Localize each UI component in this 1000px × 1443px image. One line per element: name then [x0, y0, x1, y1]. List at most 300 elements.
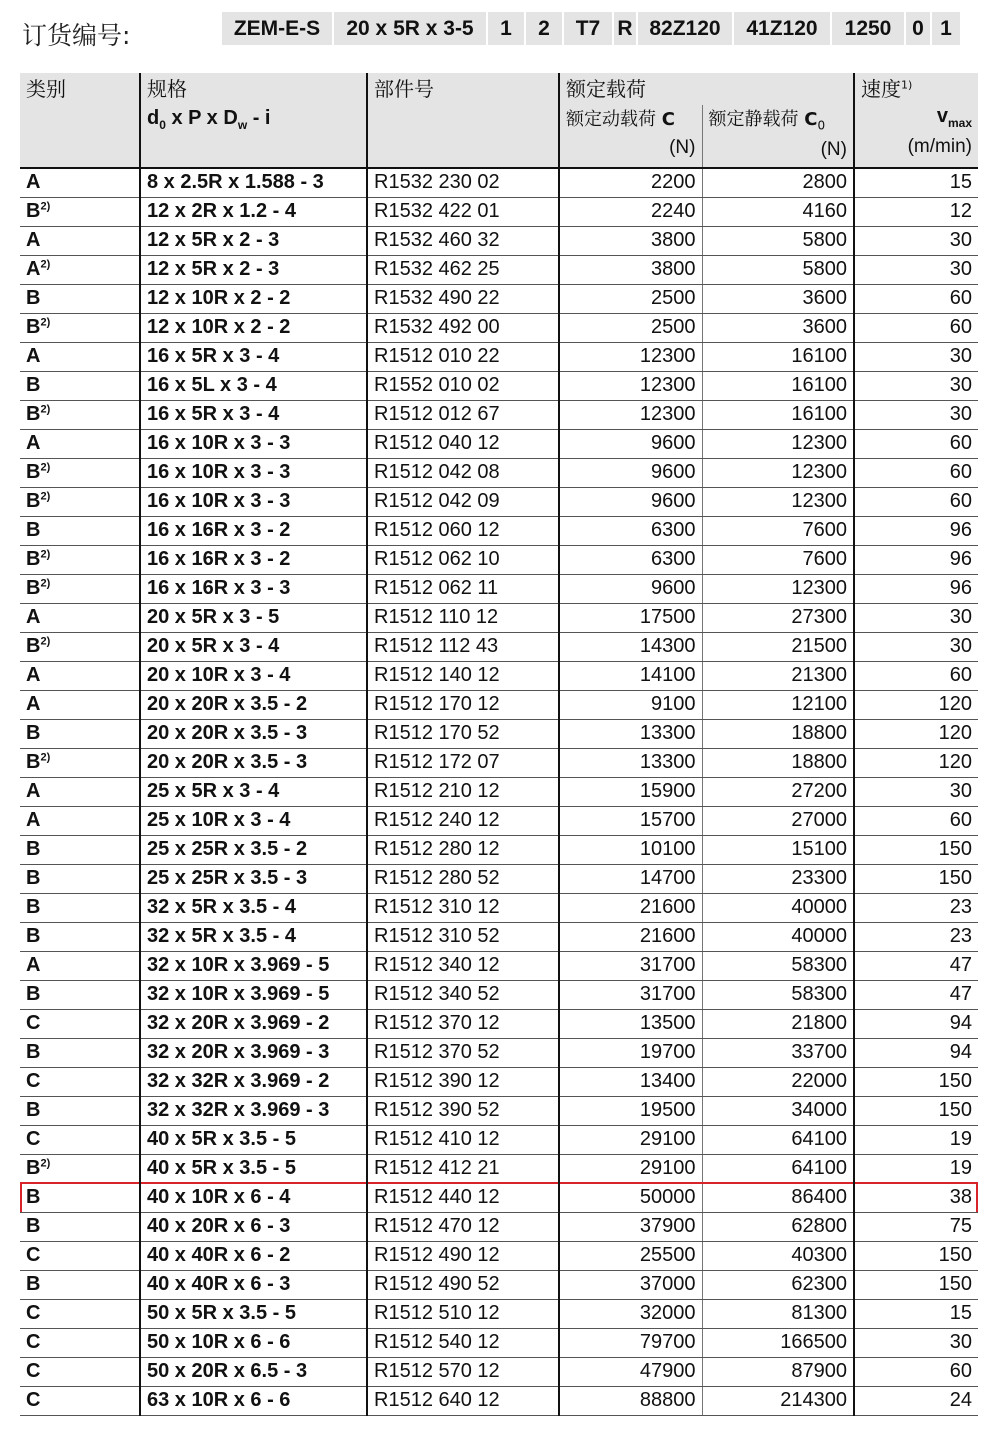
table-row — [20, 574, 978, 603]
spec-cell: 25 x 25R x 3.5 - 3 — [140, 864, 367, 893]
vmax-cell: 30 — [854, 400, 978, 429]
category-cell — [20, 458, 140, 487]
dynamic-load-cell: 9600 — [559, 458, 702, 487]
category-value: A — [26, 432, 41, 454]
vmax-cell: 23 — [854, 893, 978, 922]
vmax-cell: 60 — [854, 313, 978, 342]
dynamic-load-cell: 13500 — [559, 1009, 702, 1038]
dynamic-load-unit: (N) — [669, 137, 696, 158]
static-load-cell: 3600 — [702, 313, 854, 342]
table-row — [20, 719, 978, 748]
part-number-cell: R1512 340 52 — [367, 980, 559, 1009]
category-value: B — [26, 519, 41, 541]
spec-cell: 12 x 2R x 1.2 - 4 — [140, 197, 367, 226]
spec-cell: 16 x 16R x 3 - 2 — [140, 545, 367, 574]
column-header-spec — [140, 73, 367, 105]
spec-cell: 32 x 5R x 3.5 - 4 — [140, 893, 367, 922]
part-number-cell: R1512 240 12 — [367, 806, 559, 835]
part-number-cell: R1512 340 12 — [367, 951, 559, 980]
category-cell — [20, 371, 140, 400]
dynamic-load-cell: 25500 — [559, 1241, 702, 1270]
vmax-cell: 120 — [854, 690, 978, 719]
category-value: B — [26, 461, 41, 483]
category-value: B — [26, 490, 41, 512]
dynamic-load-cell: 13400 — [559, 1067, 702, 1096]
table-row — [20, 1386, 978, 1415]
dynamic-load-cell: 10100 — [559, 835, 702, 864]
category-cell — [20, 1357, 140, 1386]
category-value: B — [26, 896, 41, 918]
spec-cell: 25 x 10R x 3 - 4 — [140, 806, 367, 835]
speed-unit: (m/min) — [907, 136, 972, 157]
ball-screw-spec-table — [20, 73, 978, 1416]
dyn-symbol: C — [661, 109, 675, 130]
part-number-cell: R1512 510 12 — [367, 1299, 559, 1328]
category-value: B — [26, 838, 41, 860]
static-load-header — [702, 105, 854, 168]
spec-cell: 8 x 2.5R x 1.588 - 3 — [140, 168, 367, 197]
part-number-cell: R1532 462 25 — [367, 255, 559, 284]
order-code-end-b: 41Z120 — [734, 12, 830, 45]
category-cell — [20, 893, 140, 922]
part-number-cell: R1512 280 52 — [367, 864, 559, 893]
category-cell — [20, 1009, 140, 1038]
part-number-cell: R1512 060 12 — [367, 516, 559, 545]
dynamic-load-cell: 2240 — [559, 197, 702, 226]
static-load-cell: 15100 — [702, 835, 854, 864]
vmax-cell: 150 — [854, 835, 978, 864]
category-value: B — [26, 577, 41, 599]
order-code-option-2: 2 — [526, 12, 562, 45]
category-header-text: 类别 — [26, 77, 66, 101]
dynamic-load-cell: 2500 — [559, 313, 702, 342]
vmax-cell: 30 — [854, 255, 978, 284]
category-cell — [20, 806, 140, 835]
category-footnote: 2) — [40, 1157, 51, 1170]
static-load-cell: 12300 — [702, 487, 854, 516]
category-cell — [20, 516, 140, 545]
category-value: A — [26, 664, 41, 686]
formula-mid: x P x D — [165, 107, 238, 129]
dynamic-load-cell: 37900 — [559, 1212, 702, 1241]
part-number-cell: R1512 062 10 — [367, 545, 559, 574]
static-load-cell: 16100 — [702, 342, 854, 371]
spec-cell: 40 x 5R x 3.5 - 5 — [140, 1125, 367, 1154]
static-load-cell: 64100 — [702, 1154, 854, 1183]
static-load-cell: 33700 — [702, 1038, 854, 1067]
part-number-cell: R1512 412 21 — [367, 1154, 559, 1183]
static-load-cell: 12100 — [702, 690, 854, 719]
category-cell — [20, 342, 140, 371]
table-row — [20, 1096, 978, 1125]
category-cell — [20, 1328, 140, 1357]
spec-cell: 40 x 40R x 6 - 2 — [140, 1241, 367, 1270]
category-cell — [20, 1270, 140, 1299]
part-number-cell: R1512 490 52 — [367, 1270, 559, 1299]
load-header-text: 额定载荷 — [566, 77, 646, 101]
static-load-cell: 166500 — [702, 1328, 854, 1357]
category-footnote: 2) — [40, 200, 51, 213]
table-row — [20, 487, 978, 516]
table-row — [20, 922, 978, 951]
category-cell — [20, 661, 140, 690]
vmax-cell: 60 — [854, 458, 978, 487]
part-number-cell: R1512 172 07 — [367, 748, 559, 777]
table-row — [20, 1328, 978, 1357]
dynamic-load-cell: 29100 — [559, 1154, 702, 1183]
category-value: B — [26, 983, 41, 1005]
vmax-cell: 150 — [854, 864, 978, 893]
table-row — [20, 893, 978, 922]
category-cell — [20, 1067, 140, 1096]
static-load-cell: 3600 — [702, 284, 854, 313]
dynamic-load-cell: 19700 — [559, 1038, 702, 1067]
table-row-highlighted — [20, 1183, 978, 1212]
category-cell — [20, 1154, 140, 1183]
category-footnote: 2) — [40, 751, 51, 764]
dynamic-load-cell: 2500 — [559, 284, 702, 313]
order-number-label: 订货编号: — [22, 21, 131, 50]
part-number-cell: R1512 170 12 — [367, 690, 559, 719]
vmax-v: v — [936, 105, 948, 127]
table-row — [20, 951, 978, 980]
order-code-option-3: 0 — [906, 12, 930, 45]
vmax-cell: 30 — [854, 342, 978, 371]
table-row — [20, 690, 978, 719]
static-load-cell: 5800 — [702, 255, 854, 284]
order-code-list — [222, 12, 960, 45]
part-number-cell: R1512 042 09 — [367, 487, 559, 516]
spec-cell: 16 x 10R x 3 - 3 — [140, 429, 367, 458]
category-value: B — [26, 635, 41, 657]
static-load-cell: 87900 — [702, 1357, 854, 1386]
category-value: C — [26, 1360, 41, 1382]
category-value: B — [26, 548, 41, 570]
dynamic-load-cell: 3800 — [559, 255, 702, 284]
category-footnote: 2) — [40, 403, 51, 416]
static-load-cell: 214300 — [702, 1386, 854, 1415]
table-row — [20, 1241, 978, 1270]
dynamic-load-header — [559, 105, 702, 168]
dynamic-load-cell: 21600 — [559, 893, 702, 922]
part-number-cell: R1512 370 12 — [367, 1009, 559, 1038]
category-value: C — [26, 1302, 41, 1324]
part-number-cell: R1512 280 12 — [367, 835, 559, 864]
static-load-cell: 62300 — [702, 1270, 854, 1299]
dynamic-load-cell: 15900 — [559, 777, 702, 806]
spec-cell: 16 x 5R x 3 - 4 — [140, 342, 367, 371]
category-cell — [20, 690, 140, 719]
vmax-cell: 60 — [854, 487, 978, 516]
category-value: B — [26, 925, 41, 947]
vmax-cell: 120 — [854, 719, 978, 748]
static-load-cell: 12300 — [702, 574, 854, 603]
part-number-cell: R1512 042 08 — [367, 458, 559, 487]
category-value: C — [26, 1244, 41, 1266]
category-value: B — [26, 1186, 41, 1209]
part-header-text: 部件号 — [374, 77, 434, 101]
category-cell — [20, 748, 140, 777]
order-code-size: 20 x 5R x 3-5 — [334, 12, 486, 45]
static-load-cell: 40000 — [702, 893, 854, 922]
category-cell — [20, 226, 140, 255]
static-load-cell: 12300 — [702, 429, 854, 458]
vmax-cell: 60 — [854, 661, 978, 690]
spec-header-text: 规格 — [147, 77, 187, 101]
static-load-cell: 18800 — [702, 719, 854, 748]
vmax-header — [854, 105, 978, 168]
spec-cell: 20 x 20R x 3.5 - 3 — [140, 748, 367, 777]
spec-cell: 40 x 40R x 6 - 3 — [140, 1270, 367, 1299]
static-load-cell: 62800 — [702, 1212, 854, 1241]
dynamic-load-cell: 9600 — [559, 429, 702, 458]
part-number-cell: R1512 310 12 — [367, 893, 559, 922]
order-code-option-1: 1 — [488, 12, 524, 45]
vmax-cell: 60 — [854, 806, 978, 835]
category-value: B — [26, 1041, 41, 1063]
dynamic-load-cell: 21600 — [559, 922, 702, 951]
part-number-cell: R1512 370 52 — [367, 1038, 559, 1067]
vmax-cell: 30 — [854, 1328, 978, 1357]
order-code-option-4: 1 — [932, 12, 960, 45]
category-value: A — [26, 258, 41, 280]
category-value: C — [26, 1070, 41, 1092]
spec-cell: 20 x 20R x 3.5 - 2 — [140, 690, 367, 719]
dynamic-load-cell: 13300 — [559, 748, 702, 777]
part-number-cell: R1512 040 12 — [367, 429, 559, 458]
category-value: B — [26, 722, 41, 744]
category-value: B — [26, 374, 41, 396]
static-load-cell: 18800 — [702, 748, 854, 777]
dynamic-load-cell: 37000 — [559, 1270, 702, 1299]
dynamic-load-cell: 50000 — [559, 1183, 702, 1212]
category-value: B — [26, 200, 41, 222]
spec-cell: 32 x 10R x 3.969 - 5 — [140, 980, 367, 1009]
dynamic-load-cell: 79700 — [559, 1328, 702, 1357]
dynamic-load-cell: 17500 — [559, 603, 702, 632]
spec-cell: 20 x 10R x 3 - 4 — [140, 661, 367, 690]
category-footnote: 2) — [40, 635, 51, 648]
order-code-direction: R — [614, 12, 636, 45]
spec-cell: 25 x 25R x 3.5 - 2 — [140, 835, 367, 864]
category-cell — [20, 168, 140, 197]
part-number-cell: R1512 062 11 — [367, 574, 559, 603]
category-value: B — [26, 1156, 41, 1179]
vmax-cell: 60 — [854, 284, 978, 313]
vmax-cell: 94 — [854, 1038, 978, 1067]
table-row — [20, 777, 978, 806]
table-row — [20, 1270, 978, 1299]
static-load-cell: 58300 — [702, 980, 854, 1009]
category-cell — [20, 603, 140, 632]
vmax-cell: 47 — [854, 980, 978, 1009]
category-cell — [20, 1125, 140, 1154]
category-cell — [20, 1212, 140, 1241]
spec-cell: 12 x 10R x 2 - 2 — [140, 284, 367, 313]
order-code-end-a: 82Z120 — [638, 12, 732, 45]
part-number-cell: R1512 310 52 — [367, 922, 559, 951]
category-value: C — [26, 1128, 41, 1150]
order-code-tolerance: T7 — [564, 12, 612, 45]
table-row — [20, 835, 978, 864]
vmax-cell: 15 — [854, 168, 978, 197]
dynamic-load-cell: 31700 — [559, 951, 702, 980]
category-cell — [20, 1096, 140, 1125]
static-load-cell: 81300 — [702, 1299, 854, 1328]
formula-d-sub: 0 — [159, 118, 166, 132]
vmax-cell: 19 — [854, 1125, 978, 1154]
category-value: B — [26, 1215, 41, 1237]
spec-cell: 16 x 10R x 3 - 3 — [140, 487, 367, 516]
spec-cell: 50 x 5R x 3.5 - 5 — [140, 1299, 367, 1328]
category-cell — [20, 1241, 140, 1270]
spec-cell: 32 x 32R x 3.969 - 3 — [140, 1096, 367, 1125]
spec-cell: 40 x 20R x 6 - 3 — [140, 1212, 367, 1241]
category-cell — [20, 922, 140, 951]
category-footnote: 2) — [40, 548, 51, 561]
table-row — [20, 603, 978, 632]
order-code-type: ZEM-E-S — [222, 12, 332, 45]
part-number-cell: R1512 110 12 — [367, 603, 559, 632]
category-cell — [20, 835, 140, 864]
dynamic-load-cell: 9100 — [559, 690, 702, 719]
vmax-cell: 120 — [854, 748, 978, 777]
table-row — [20, 342, 978, 371]
category-value: A — [26, 954, 41, 976]
table-row — [20, 1125, 978, 1154]
table-row — [20, 1212, 978, 1241]
dynamic-load-cell: 47900 — [559, 1357, 702, 1386]
category-footnote: 2) — [40, 316, 51, 329]
static-load-cell: 34000 — [702, 1096, 854, 1125]
part-number-cell: R1512 390 52 — [367, 1096, 559, 1125]
dynamic-load-cell: 88800 — [559, 1386, 702, 1415]
vmax-sub: max — [947, 116, 972, 130]
spec-formula — [147, 107, 360, 132]
vmax-cell: 96 — [854, 574, 978, 603]
table-row — [20, 545, 978, 574]
spec-cell: 12 x 5R x 2 - 3 — [140, 255, 367, 284]
table-header-row — [20, 73, 978, 105]
category-value: C — [26, 1012, 41, 1034]
vmax-cell: 30 — [854, 777, 978, 806]
spec-cell: 32 x 10R x 3.969 - 5 — [140, 951, 367, 980]
column-header-speed — [854, 73, 978, 105]
spec-cell: 16 x 5L x 3 - 4 — [140, 371, 367, 400]
dynamic-load-cell: 13300 — [559, 719, 702, 748]
spec-subheader — [140, 105, 367, 168]
category-cell — [20, 1183, 140, 1212]
category-value: B — [26, 1099, 41, 1121]
static-load-cell: 27300 — [702, 603, 854, 632]
dynamic-load-cell: 14300 — [559, 632, 702, 661]
table-row — [20, 168, 978, 197]
static-load-cell: 22000 — [702, 1067, 854, 1096]
dynamic-load-cell: 2200 — [559, 168, 702, 197]
spec-cell: 20 x 20R x 3.5 - 3 — [140, 719, 367, 748]
part-number-cell: R1512 470 12 — [367, 1212, 559, 1241]
dynamic-load-cell: 29100 — [559, 1125, 702, 1154]
static-load-unit: (N) — [820, 138, 847, 160]
part-number-cell: R1512 210 12 — [367, 777, 559, 806]
dynamic-load-cell: 12300 — [559, 342, 702, 371]
static-load-cell: 16100 — [702, 400, 854, 429]
table-row — [20, 458, 978, 487]
category-cell — [20, 545, 140, 574]
part-number-cell: R1532 490 22 — [367, 284, 559, 313]
spec-cell: 16 x 5R x 3 - 4 — [140, 400, 367, 429]
part-number-cell: R1512 640 12 — [367, 1386, 559, 1415]
category-value: B — [26, 1273, 41, 1295]
part-number-cell: R1532 422 01 — [367, 197, 559, 226]
vmax-cell: 23 — [854, 922, 978, 951]
part-number-cell: R1512 010 22 — [367, 342, 559, 371]
table-row — [20, 632, 978, 661]
column-header-category — [20, 73, 140, 168]
part-number-cell: R1532 460 32 — [367, 226, 559, 255]
vmax-cell: 30 — [854, 632, 978, 661]
category-value: A — [26, 693, 41, 715]
dynamic-load-cell: 31700 — [559, 980, 702, 1009]
table-row — [20, 806, 978, 835]
table-row — [20, 429, 978, 458]
category-value: B — [26, 751, 41, 773]
dynamic-load-cell: 15700 — [559, 806, 702, 835]
spec-cell: 50 x 20R x 6.5 - 3 — [140, 1357, 367, 1386]
part-number-cell: R1512 012 67 — [367, 400, 559, 429]
column-header-part — [367, 73, 559, 168]
speed-footnote: 1) — [901, 78, 913, 92]
vmax-cell: 19 — [854, 1154, 978, 1183]
category-value: B — [26, 867, 41, 889]
static-load-cell: 27000 — [702, 806, 854, 835]
spec-cell: 40 x 5R x 3.5 - 5 — [140, 1154, 367, 1183]
static-load-cell: 21500 — [702, 632, 854, 661]
spec-cell: 25 x 5R x 3 - 4 — [140, 777, 367, 806]
vmax-cell: 15 — [854, 1299, 978, 1328]
speed-header-text: 速度 — [861, 77, 901, 101]
category-cell — [20, 1299, 140, 1328]
vmax-cell: 30 — [854, 371, 978, 400]
table-body — [20, 168, 978, 1415]
category-cell — [20, 487, 140, 516]
part-number-cell: R1512 410 12 — [367, 1125, 559, 1154]
category-value: A — [26, 229, 41, 251]
category-cell — [20, 777, 140, 806]
part-number-cell: R1512 540 12 — [367, 1328, 559, 1357]
part-number-cell: R1512 490 12 — [367, 1241, 559, 1270]
category-cell — [20, 313, 140, 342]
category-value: B — [26, 316, 41, 338]
category-cell — [20, 574, 140, 603]
category-footnote: 2) — [40, 258, 51, 271]
spec-cell: 40 x 10R x 6 - 4 — [140, 1183, 367, 1212]
table-row — [20, 400, 978, 429]
category-cell — [20, 1386, 140, 1415]
table-row — [20, 980, 978, 1009]
part-number-cell: R1512 570 12 — [367, 1357, 559, 1386]
static-load-cell: 7600 — [702, 516, 854, 545]
dynamic-load-cell: 12300 — [559, 371, 702, 400]
vmax-cell: 75 — [854, 1212, 978, 1241]
spec-cell: 16 x 10R x 3 - 3 — [140, 458, 367, 487]
category-value: A — [26, 171, 41, 194]
static-load-cell: 7600 — [702, 545, 854, 574]
category-cell — [20, 980, 140, 1009]
static-load-cell: 64100 — [702, 1125, 854, 1154]
category-footnote: 2) — [40, 461, 51, 474]
formula-d: d — [147, 107, 160, 129]
